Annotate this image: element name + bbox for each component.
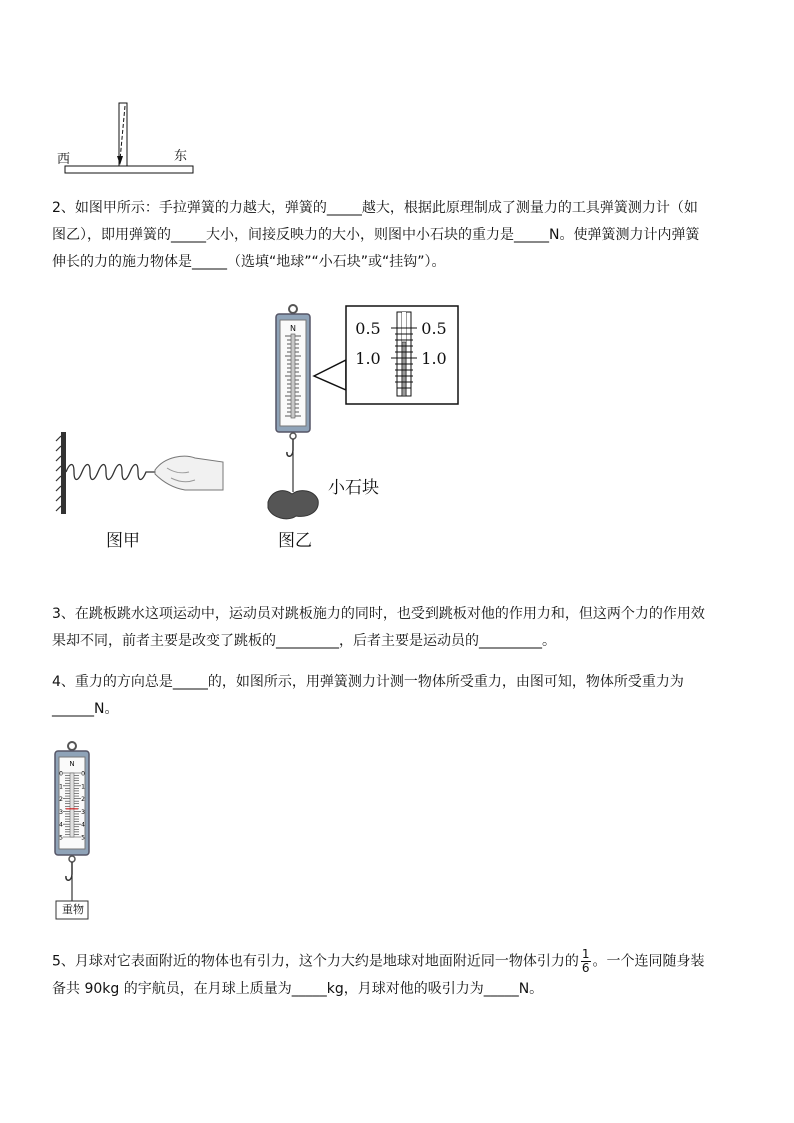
fraction-numerator: 1 <box>581 947 590 961</box>
fraction-denominator: 6 <box>581 961 590 975</box>
q4-tick-label-right: 1 <box>81 783 85 791</box>
q4-tick-label-right: 2 <box>81 796 85 804</box>
q4-line-1: 4、重力的方向总是_____的，如图所示，用弹簧测力计测一物体所受重力，由图可知，物体所受重力为 <box>52 674 684 690</box>
scale-unit: N <box>290 324 296 333</box>
q4-tick-label-left: 4 <box>59 821 63 829</box>
tick-right-10: 1.0 <box>421 349 447 368</box>
hand-icon <box>155 456 223 490</box>
one-sixth-fraction <box>581 948 591 975</box>
east-label: 东 <box>174 149 188 164</box>
figure-a-spring <box>55 428 225 518</box>
pole-figure <box>55 98 205 178</box>
q2-line-2: 图乙），即用弹簧的_____大小，间接反映力的大小，则图中小石块的重力是_____N。使弹簧测力计内弹簧 <box>52 227 700 243</box>
q4-hook-icon <box>66 862 72 880</box>
question-4 <box>52 669 752 723</box>
q5-line-1a: 5、月球对它表面附近的物体也有引力，这个力大约是地球对地面附近同一物体引力的 <box>52 953 579 970</box>
q3-line-2: 果却不同，前者主要是改变了跳板的_________，后者主要是运动员的_________。 <box>52 633 556 649</box>
q4-tick-label-right: 5 <box>81 834 85 842</box>
stone-label: 小石块 <box>328 478 379 498</box>
q4-tick-label-left: 2 <box>59 796 63 804</box>
q4-scale-unit: N <box>69 760 75 768</box>
question-2 <box>52 195 752 276</box>
q4-spring-scale <box>52 738 102 923</box>
question-3 <box>52 601 752 655</box>
q4-scale-figure <box>52 738 102 923</box>
figure-a-label: 图甲 <box>106 531 140 551</box>
q3-line-1: 3、在跳板跳水这项运动中，运动员对跳板施力的同时，也受到跳板对他的作用力和，但这两个力的作用效 <box>52 606 705 622</box>
q2-line-1: 2、如图甲所示：手拉弹簧的力越大，弹簧的_____越大，根据此原理制成了测量力的工具弹簧测力计（如 <box>52 200 698 216</box>
q4-tick-label-right: 0 <box>81 770 85 778</box>
figure-b-label: 图乙 <box>278 531 312 551</box>
weight-label: 重物 <box>62 903 84 916</box>
spring-coil <box>66 465 155 480</box>
q4-tick-label-left: 0 <box>59 770 63 778</box>
q4-tick-label-left: 1 <box>59 783 63 791</box>
q4-tick-label-left: 3 <box>59 808 63 816</box>
q4-tick-label-right: 3 <box>81 808 85 816</box>
spring-hand-diagram <box>55 428 225 518</box>
question-5 <box>52 948 752 1003</box>
tick-left-05: 0.5 <box>355 319 381 338</box>
q4-tick-label-right: 4 <box>81 821 85 829</box>
q4-line-2: ______N。 <box>52 701 119 717</box>
tick-right-05: 0.5 <box>421 319 447 338</box>
west-label: 西 <box>57 152 71 167</box>
pole-diagram <box>55 98 205 178</box>
q5-line-1 <box>52 948 752 976</box>
tick-left-10: 1.0 <box>355 349 381 368</box>
stone-icon <box>268 491 318 519</box>
q4-tick-label-left: 5 <box>59 834 63 842</box>
q5-line-2: 备共 90kg 的宇航员，在月球上质量为_____kg，月球对他的吸引力为_____N。 <box>52 980 544 997</box>
hook-icon <box>287 439 293 456</box>
q2-line-3: 伸长的力的施力物体是_____（选填“地球”“小石块”或“挂钩”）。 <box>52 254 446 270</box>
q5-line-1b: 。一个连同随身装 <box>592 953 705 970</box>
